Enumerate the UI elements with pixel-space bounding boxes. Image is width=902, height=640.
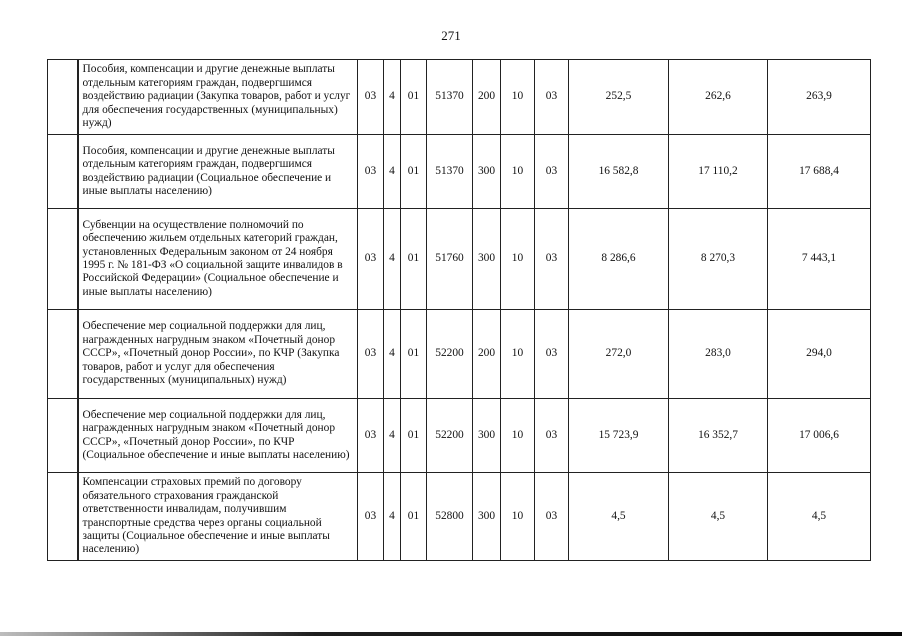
code-cell: 03: [535, 209, 569, 310]
code-cell: 300: [473, 399, 501, 473]
row-name-cell: Пособия, компенсации и другие денежные выплаты отдельным категориям граждан, подвергшимся воздействию радиации (Социальное обеспечение и иные выплаты населению): [78, 135, 358, 209]
code-cell: 52200: [427, 399, 473, 473]
scan-bottom-edge: [0, 632, 902, 636]
table-row: [48, 209, 871, 310]
code-cell: 200: [473, 310, 501, 399]
code-cell: 03: [535, 60, 569, 135]
amount-cell: 8 286,6: [569, 209, 669, 310]
code-cell: 52800: [427, 473, 473, 561]
amount-cell: 17 110,2: [669, 135, 768, 209]
amount-cell: 4,5: [569, 473, 669, 561]
amount-cell: 8 270,3: [669, 209, 768, 310]
code-cell: 03: [358, 473, 384, 561]
amount-cell: 7 443,1: [768, 209, 871, 310]
code-cell: 52200: [427, 310, 473, 399]
amount-cell: 15 723,9: [569, 399, 669, 473]
table-row: [48, 473, 871, 561]
code-cell: 300: [473, 473, 501, 561]
amount-cell: 4,5: [669, 473, 768, 561]
code-cell: 03: [358, 399, 384, 473]
amount-cell: 16 582,8: [569, 135, 669, 209]
row-number-cell: [48, 399, 78, 473]
row-number-cell: [48, 473, 78, 561]
code-cell: 200: [473, 60, 501, 135]
code-cell: 01: [401, 209, 427, 310]
code-cell: 300: [473, 135, 501, 209]
row-name-cell: Обеспечение мер социальной поддержки для лиц, награжденных нагрудным знаком «Почетный донор СССР», «Почетный донор России», по КЧР (Социальное обеспечение и иные выплаты населению): [78, 399, 358, 473]
table-row: [48, 60, 871, 135]
amount-cell: 4,5: [768, 473, 871, 561]
page-number: 271: [441, 28, 461, 43]
code-cell: 4: [384, 473, 401, 561]
table-row: [48, 135, 871, 209]
row-number-cell: [48, 60, 78, 135]
table-row: [48, 399, 871, 473]
code-cell: 10: [501, 135, 535, 209]
code-cell: 51370: [427, 135, 473, 209]
code-cell: 03: [358, 60, 384, 135]
code-cell: 51370: [427, 60, 473, 135]
amount-cell: 262,6: [669, 60, 768, 135]
amount-cell: 272,0: [569, 310, 669, 399]
code-cell: 10: [501, 209, 535, 310]
table-row: [48, 310, 871, 399]
code-cell: 03: [358, 310, 384, 399]
code-cell: 03: [535, 473, 569, 561]
row-name-cell: Компенсации страховых премий по договору обязательного страхования гражданской ответственности инвалидам, получившим транспортные средства через органы социальной защиты (Социальное обеспечение и иные выплаты населению): [78, 473, 358, 561]
amount-cell: 263,9: [768, 60, 871, 135]
code-cell: 03: [358, 135, 384, 209]
code-cell: 4: [384, 310, 401, 399]
code-cell: 03: [535, 135, 569, 209]
amount-cell: 16 352,7: [669, 399, 768, 473]
code-cell: 01: [401, 473, 427, 561]
code-cell: 01: [401, 135, 427, 209]
amount-cell: 17 006,6: [768, 399, 871, 473]
amount-cell: 252,5: [569, 60, 669, 135]
budget-table: [47, 59, 871, 561]
code-cell: 300: [473, 209, 501, 310]
row-number-cell: [48, 310, 78, 399]
code-cell: 4: [384, 209, 401, 310]
code-cell: 01: [401, 60, 427, 135]
row-name-cell: Обеспечение мер социальной поддержки для лиц, награжденных нагрудным знаком «Почетный донор СССР», «Почетный донор России», по КЧР (Закупка товаров, работ и услуг для обеспечения государственных (муниципальных) нужд): [78, 310, 358, 399]
code-cell: 01: [401, 399, 427, 473]
code-cell: 4: [384, 60, 401, 135]
code-cell: 51760: [427, 209, 473, 310]
code-cell: 10: [501, 399, 535, 473]
row-name-cell: Субвенции на осуществление полномочий по обеспечению жильем отдельных категорий граждан, установленных Федеральным законом от 24 ноября 1995 г. № 181-ФЗ «О социальной защите инвалидов в Российской Федерации» (Социальное обеспечение и иные выплаты населению): [78, 209, 358, 310]
code-cell: 03: [535, 310, 569, 399]
row-name-cell: Пособия, компенсации и другие денежные выплаты отдельным категориям граждан, подвергшимся воздействию радиации (Закупка товаров, работ и услуг для обеспечения государственных (муниципальных) нужд): [78, 60, 358, 135]
code-cell: 4: [384, 399, 401, 473]
code-cell: 10: [501, 310, 535, 399]
code-cell: 10: [501, 60, 535, 135]
row-number-cell: [48, 135, 78, 209]
code-cell: 03: [358, 209, 384, 310]
amount-cell: 283,0: [669, 310, 768, 399]
row-number-cell: [48, 209, 78, 310]
code-cell: 4: [384, 135, 401, 209]
code-cell: 01: [401, 310, 427, 399]
amount-cell: 294,0: [768, 310, 871, 399]
code-cell: 10: [501, 473, 535, 561]
amount-cell: 17 688,4: [768, 135, 871, 209]
code-cell: 03: [535, 399, 569, 473]
